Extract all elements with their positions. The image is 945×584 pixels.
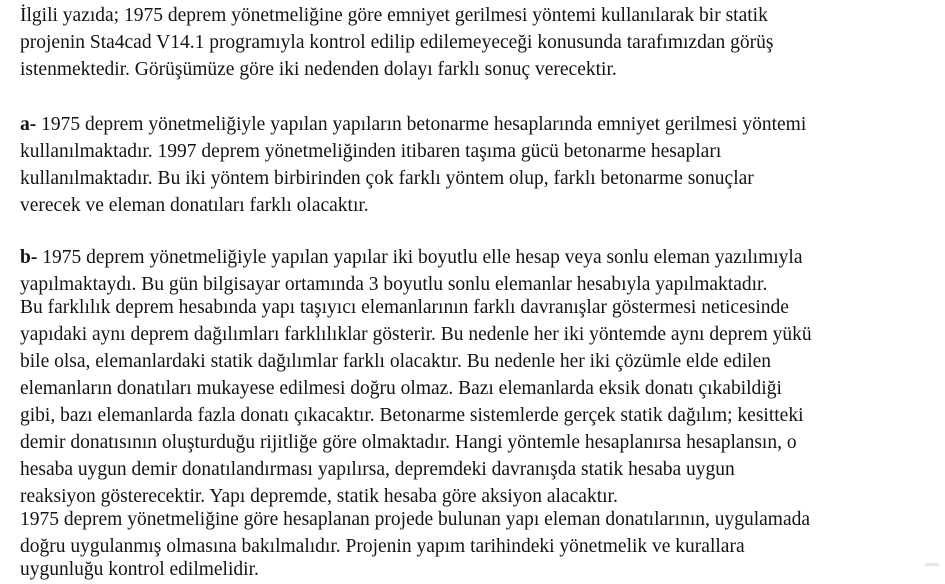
section-a-marker: a- — [20, 114, 37, 135]
section-a-line-1 — [20, 113, 806, 137]
section-b-line-12: doğru uygulanmış olmasına bakılmalıdır. Projenin yapım tarihindeki yönetmelik ve kurallara — [20, 536, 745, 557]
section-b-line-9: hesaba uygun demir donatılandırması yapılırsa, depremdeki davranışda statik hesaba uygun — [20, 459, 735, 480]
intro-line-3: istenmektedir. Görüşümüze göre iki nedenden dolayı farklı sonuç verecektir. — [20, 59, 617, 80]
intro-line-2: projenin Sta4cad V14.1 programıyla kontrol edilip edilemeyeceği konusunda tarafımızdan görüş — [20, 32, 774, 53]
section-b-line-6: elemanların donatıları mukayese edilmesi doğru olmaz. Bazı elemanlarda eksik donatı çıkabildiği — [20, 378, 782, 399]
section-b-line-7: gibi, bazı elemanlarda fazla donatı çıkacaktır. Betonarme sistemlerde gerçek statik dağılım; kesitteki — [20, 405, 804, 426]
section-b-line-11: 1975 deprem yönetmeliğine göre hesaplanan projede bulunan yapı eleman donatılarının, uygulamada — [20, 509, 811, 530]
section-b-line-4: yapıdaki aynı deprem dağılımları farklılıklar gösterir. Bu nedenle her iki yöntemde aynı deprem yükü — [20, 324, 812, 345]
section-a-line-3: kullanılmaktadır. Bu iki yöntem birbirinden çok farklı yöntem olup, farklı betonarme sonuçlar — [20, 168, 754, 189]
scan-smudge — [925, 563, 939, 566]
section-b-line-10: reaksiyon gösterecektir. Yapı depremde, statik hesaba göre aksiyon alacaktır. — [20, 486, 618, 507]
section-b-line-8: demir donatısının oluşturduğu rijitliğe göre olmaktadır. Hangi yöntemle hesaplanırsa hesaplansın, o — [20, 432, 797, 453]
section-b-line-13: uygunluğu kontrol edilmelidir. — [20, 559, 259, 580]
section-a-text-1: 1975 deprem yönetmeliğiyle yapılan yapıların betonarme hesaplarında emniyet gerilmesi yöntemi — [36, 114, 807, 135]
section-b-line-1 — [20, 246, 803, 270]
section-b-text-1: 1975 deprem yönetmeliğiyle yapılan yapılar iki boyutlu elle hesap veya sonlu eleman yazılımıyla — [37, 247, 803, 268]
section-a-line-2: kullanılmaktadır. 1997 deprem yönetmeliğinden itibaren taşıma gücü betonarme hesapları — [20, 141, 722, 162]
intro-line-1: İlgili yazıda; 1975 deprem yönetmeliğine göre emniyet gerilmesi yöntemi kullanılarak bir statik — [20, 5, 768, 26]
section-b-marker: b- — [20, 247, 38, 268]
section-b-line-5: bile olsa, elemanlardaki statik dağılımlar farklı olacaktır. Bu nedenle her iki çözümle elde edilen — [20, 351, 772, 372]
section-b-line-2: yapılmaktaydı. Bu gün bilgisayar ortamında 3 boyutlu sonlu elemanlar hesabıyla yapılmaktadır. — [20, 274, 768, 295]
section-a-line-4: verecek ve eleman donatıları farklı olacaktır. — [20, 195, 369, 216]
section-b-line-3: Bu farklılık deprem hesabında yapı taşıyıcı elemanlarının farklı davranışlar göstermesi neticesinde — [20, 297, 789, 318]
